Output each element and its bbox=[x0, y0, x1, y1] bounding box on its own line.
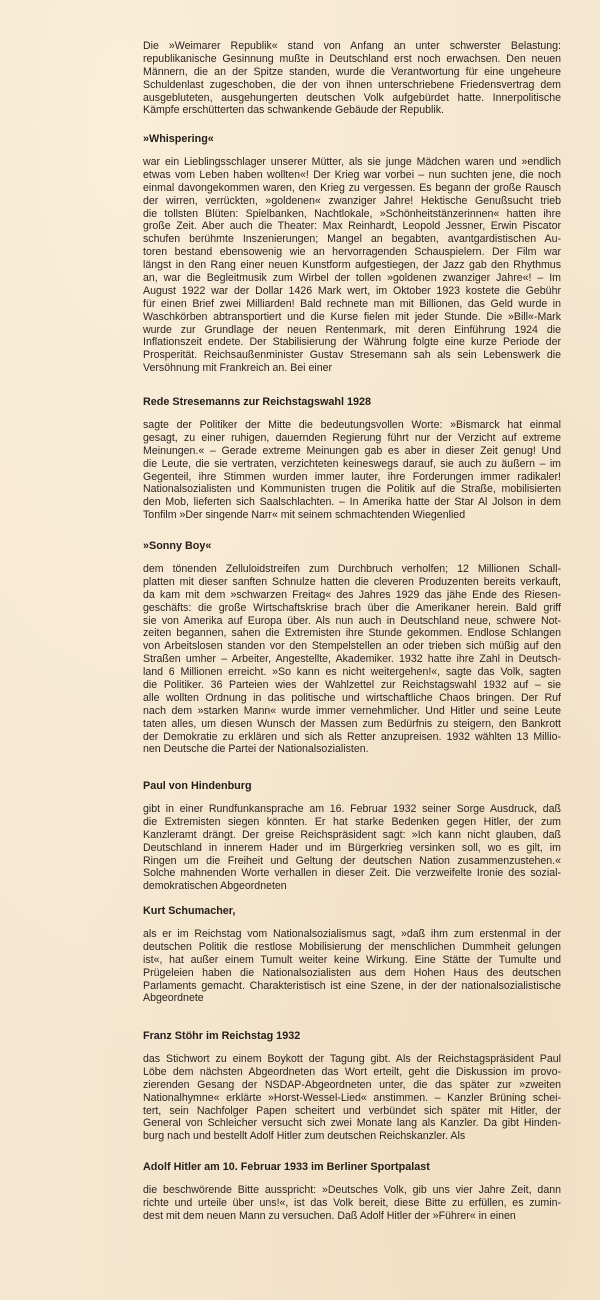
text-line: Prügeleien haben die Nationalsozialisten aus dem Hohen Haus des deutschen bbox=[143, 966, 561, 979]
text-line: gibt in einer Rundfunkansprache am 16. Februar 1932 seiner Sorge Ausdruck, daß bbox=[143, 803, 561, 815]
text-line: ausgebluteten, ausgehungerten deutschen Volk aufgebürdet hatte. Innerpolitische bbox=[143, 91, 561, 104]
text-line: die Politiker. 36 Parteien wies der Wahlzettel zur Reichstagswahl 1932 auf – sie bbox=[143, 679, 561, 692]
text-line: Meinungen.« – Gerade extreme Meinungen gab es aber in dieser Zeit genug! Und bbox=[143, 444, 561, 457]
text-line: land 6 Millionen erreicht. »So kann es nicht weitergehen!«, sagte das Volk, sagten bbox=[143, 666, 561, 679]
section-hitler-sportpalast bbox=[143, 1161, 561, 1223]
text-line: als er im Reichstag vom Nationalsozialismus sagt, »daß ihm zum erstenmal in der bbox=[143, 928, 561, 940]
text-line: deutschen Politik die restlose Mobilisierung der menschlichen Dummheit gelungen bbox=[143, 940, 561, 953]
text-line: nach dem »starken Mann« wurde immer vernehmlicher. Und Hitler und seine Leute bbox=[143, 704, 561, 717]
text-line: gesagt, zu einer ruhigen, dauernden Regierung führt nur der Verzicht auf extreme bbox=[143, 431, 561, 444]
text-line: da kam mit dem »schwarzen Freitag« des Jahres 1929 das jähe Ende des Riesen- bbox=[143, 588, 561, 601]
text-line: Abgeordnete bbox=[143, 992, 204, 1005]
text-line: Deutschland in innerem Hader und im Bürgerkrieg versinken soll, wo es gilt, im bbox=[143, 841, 561, 854]
text-line: der Demokratie zu erklären und sich als Retter anzupreisen. 1932 wählten 13 Millio- bbox=[143, 730, 561, 743]
section-heading: »Whispering« bbox=[143, 133, 214, 145]
text-line: Gegenteil, ihre Stimmen wurden immer lauter, ihre Forderungen immer radikaler! bbox=[143, 470, 561, 483]
text-line: Kämpfe erschütterten das schwankende Gebäude der Republik. bbox=[143, 104, 444, 117]
section-heading: Adolf Hitler am 10. Februar 1933 im Berliner Sportpalast bbox=[143, 1161, 430, 1173]
text-line: den Mob, lieferten sich Saalschlachten. – In Amerika hatte der Star Al Jolson in dem bbox=[143, 496, 561, 509]
text-line: der wirren, verrückten, »goldenen« zwanziger Jahre! Hektische Genußsucht trieb bbox=[143, 194, 561, 207]
text-line: Nationalhymne« erklärte »Horst-Wessel-Lied« anstimmen. – Kanzler Brüning schei- bbox=[143, 1091, 561, 1104]
text-line: die tollsten Blüten: Spielbanken, Nachtlokale, »Schönheitstänzerinnen« hatten ihre bbox=[143, 207, 561, 220]
text-line: zeiten begannen, sahen die Extremisten ihre Stunde gekommen. Endlose Schlangen bbox=[143, 627, 561, 640]
text-line: burg nach und bestellt Adolf Hitler zum deutschen Reichskanzler. Als bbox=[143, 1130, 466, 1143]
text-line: nen Deutsche die Partei der Nationalsozialisten. bbox=[143, 743, 369, 756]
section-heading: Rede Stresemanns zur Reichstagswahl 1928 bbox=[143, 396, 372, 408]
text-line: sagte der Politiker der Mitte die bedeutungsvollen Worte: »Bismarck hat einmal bbox=[143, 419, 561, 431]
text-line: Die »Weimarer Republik« stand von Anfang an unter schwerster Belastung: bbox=[143, 40, 561, 52]
text-line: schufen berühmte Inszenierungen; Mangel an begabten, avantgardistischen Au- bbox=[143, 233, 561, 246]
text-line: das Stichwort zu einem Boykott der Tagung gibt. Als der Reichstagspräsident Paul bbox=[143, 1053, 561, 1065]
text-line: Männern, die an der Spitze standen, wurde die Verantwortung für eine ungeheure bbox=[143, 65, 561, 78]
text-line: Solche mahnenden Worte verhallen in dieser Zeit. Die verzweifelte Ironie des sozial- bbox=[143, 867, 561, 880]
text-line: alle wollten Ordnung in das politische und wirtschaftliche Chaos bringen. Der Ruf bbox=[143, 691, 561, 704]
text-line: große Zeit. Aber auch die Theater: Max Reinhardt, Leopold Jessner, Erwin Piscator bbox=[143, 220, 561, 233]
text-line: General von Schleicher versucht sich zwei Monate lang als Kanzler. Da gibt Hinden- bbox=[143, 1117, 561, 1130]
text-line: Nationalsozialisten und Kommunisten trugen die Politik auf die Straße, mobilisierten bbox=[143, 483, 561, 496]
text-line: einmal davongekommen waren, den Krieg zu vergessen. Es begann der große Rausch bbox=[143, 181, 561, 194]
text-line: die Leute, die sie vertraten, verzichteten keineswegs darauf, sie auch zu äußern – im bbox=[143, 457, 561, 470]
text-line: von Arbeitslosen standen vor den Stempelstellen an oder trieben sich müßig auf den bbox=[143, 640, 561, 653]
text-line: etwas vom Leben haben wollten«! Der Krieg war vorbei – nun suchten jene, die noch bbox=[143, 168, 561, 181]
text-line: toren bestand ebensowenig wie an hervorragenden Schauspielern. Der Film war bbox=[143, 246, 561, 259]
text-line: Tonfilm »Der singende Narr« mit seinem schmachtenden Wiegenlied bbox=[143, 509, 466, 522]
text-line: August 1922 war der Dollar 1426 Mark wert, im Oktober 1923 kostete die Gebühr bbox=[143, 284, 561, 297]
text-line: tert, sein Nachfolger Papen scheitert und verbündet sich später mit Hitler, der bbox=[143, 1104, 561, 1117]
text-line: Kanzleramt drängt. Der greise Reichspräsident sagt: »Ich kann nicht glauben, daß bbox=[143, 828, 561, 841]
text-line: für einen Brief zwei Milliarden! Bald rechnete man mit Billionen, das Geld wurde in bbox=[143, 297, 561, 310]
text-line: demokratischen Abgeordneten bbox=[143, 880, 287, 893]
section-schumacher bbox=[143, 905, 561, 1005]
section-stoehr bbox=[143, 1030, 561, 1143]
section-hindenburg bbox=[143, 780, 561, 893]
text-line: Parlaments gemacht. Charakteristisch ist eine Szene, in der der nationalsozialistische bbox=[143, 979, 561, 992]
text-line: republikanische Gesinnung mußte in Deutschland erst noch erwachsen. Den neuen bbox=[143, 52, 561, 65]
text-line: war ein Lieblingsschlager unserer Mütter, als sie junge Mädchen waren und »endlich bbox=[143, 156, 561, 168]
text-line: ist«, hat außer einem Tumult weiter keine Wirkung. Eine Stätte der Tumulte und bbox=[143, 953, 561, 966]
text-line: taten alles, um diesen Wunsch der Massen zum Bedürfnis zu steigern, den Bankrott bbox=[143, 717, 561, 730]
text-line: Löbe dem nächsten Abgeordneten das Wort erteilt, geht die Diskussion im provo- bbox=[143, 1065, 561, 1078]
text-line: sie von Amerika auf Europa über. Als nun auch in Deutschland neue, schwere Not- bbox=[143, 614, 561, 627]
text-line: die Extremisten siegen könnten. Er hat starke Bedenken gegen Hitler, der zum bbox=[143, 815, 561, 828]
text-line: längst in den Rang einer neuen Kunstform aufgestiegen, der Jazz gab den Rhythmus bbox=[143, 259, 561, 272]
text-line: an, war die Begleitmusik zum Wirbel der tollen »goldenen zwanziger Jahre«! – Im bbox=[143, 272, 561, 285]
text-line: Waschkörben abtransportiert und die Kurse fielen mit jeder Stunde. Die »Bill«-Mark bbox=[143, 310, 561, 323]
text-line: richte und urteile über uns!«, ist das Volk bereit, diese Bitte zu erfüllen, es zumin- bbox=[143, 1196, 561, 1209]
text-line: Ringen um die Freiheit und Geltung der deutschen Nation zusammenzustehen.« bbox=[143, 854, 561, 867]
text-line: Straßen umher – Arbeiter, Angestellte, Akademiker. 1932 hatte ihre Zahl in Deutsch- bbox=[143, 653, 561, 666]
section-sonny-boy bbox=[143, 540, 561, 756]
text-line: platten mit dieser sanften Schnulze hatten die cleveren Produzenten bereits verkauft, bbox=[143, 575, 561, 588]
text-line: Prosperität. Reichsaußenminister Gustav Stresemann sah als sein Lebenswerk die bbox=[143, 349, 561, 362]
intro-paragraph bbox=[143, 40, 561, 117]
text-line: dem tönenden Zelluloidstreifen zum Durchbruch verholfen; 12 Millionen Schall- bbox=[143, 563, 561, 575]
text-line: Inflationszeit endete. Der Stabilisierung der Währung folgte eine kurze Periode der bbox=[143, 336, 561, 349]
section-heading: »Sonny Boy« bbox=[143, 540, 212, 552]
section-heading: Kurt Schumacher, bbox=[143, 905, 236, 917]
text-line: Schuldenlast zugeschoben, die der von ihnen unterschriebene Friedensvertrag dem bbox=[143, 78, 561, 91]
section-whispering bbox=[143, 133, 561, 375]
text-line: dest mit dem neuen Mann zu versuchen. Daß Adolf Hitler der »Führer« in einen bbox=[143, 1209, 516, 1222]
text-line: Versöhnung mit Frankreich an. Bei einer bbox=[143, 362, 333, 375]
section-heading: Paul von Hindenburg bbox=[143, 780, 252, 792]
text-line: zierenden Gesang der NSDAP-Abgeordneten unter, die das später zur »zweiten bbox=[143, 1078, 561, 1091]
section-stresemann bbox=[143, 396, 561, 522]
text-line: geschäfts: die große Wirtschaftskrise brach über die Amerikaner herein. Bald griff bbox=[143, 601, 561, 614]
text-line: wurde zur Grundlage der neuen Rentenmark, mit deren Einführung 1924 die bbox=[143, 323, 561, 336]
section-heading: Franz Stöhr im Reichstag 1932 bbox=[143, 1030, 301, 1042]
text-line: die beschwörende Bitte ausspricht: »Deutsches Volk, gib uns vier Jahre Zeit, dann bbox=[143, 1184, 561, 1196]
